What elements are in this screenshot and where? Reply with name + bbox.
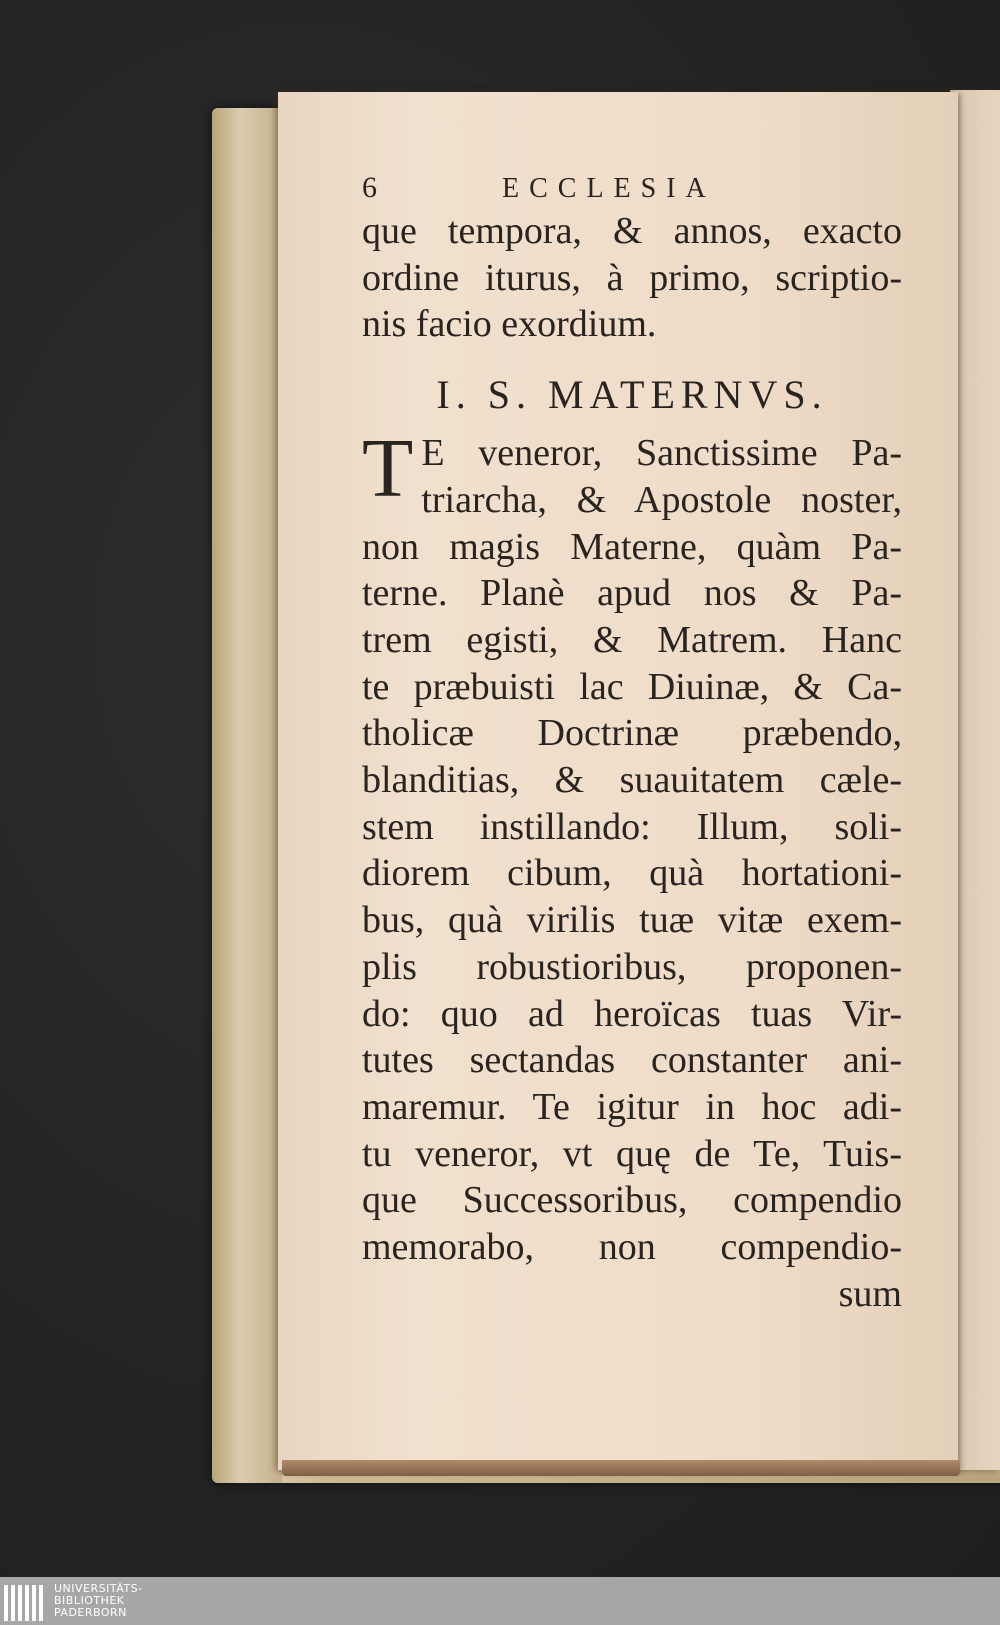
text-line: tu veneror, vt quę de Te, Tuis- (362, 1132, 902, 1175)
logo-line: PADERBORN (54, 1606, 127, 1619)
drop-cap: T (362, 422, 414, 516)
text-line: do: quo ad heroïcas tuas Vir- (362, 992, 902, 1035)
text-line: stem instillando: Illum, soli- (362, 805, 902, 848)
library-logo-text[interactable] (54, 1583, 143, 1619)
dropcap-paragraph (362, 422, 902, 523)
text-line: bus, quà virilis tuæ vitæ exem- (362, 899, 902, 942)
text-line: nis facio exordium. (362, 303, 657, 346)
text-line: diorem cibum, quà hortationi- (362, 852, 902, 895)
text-line: triarcha, & Apostole noster, (421, 478, 902, 521)
running-head: ECCLESIA (502, 173, 716, 204)
library-logo-icon[interactable] (4, 1581, 46, 1621)
text-line: plis robustioribus, proponen- (362, 945, 902, 988)
text-line: blanditias, & suauitatem cæle- (362, 759, 902, 802)
cover-edge (212, 108, 282, 1483)
text-line: que Successoribus, compendio (362, 1179, 902, 1222)
text-line: tutes sectandas constanter ani- (362, 1039, 902, 1082)
text-line: maremur. Te igitur in hoc adi- (362, 1085, 902, 1128)
footer-bar (0, 1577, 1000, 1625)
page-number: 6 (362, 171, 377, 204)
page-bottom-edge (282, 1460, 960, 1476)
catchword: sum (838, 1272, 902, 1315)
text-line: tholicæ Doctrinæ præbendo, (362, 712, 902, 755)
text-line: que tempora, & annos, exacto (362, 210, 902, 252)
text-line: E veneror, Sanctissime Pa- (421, 432, 902, 475)
text-line: ordine iturus, à primo, scriptio- (362, 256, 902, 299)
section-heading: I. S. MATERNVS. (436, 372, 828, 418)
text-line: trem egisti, & Matrem. Hanc (362, 618, 902, 661)
page-header (362, 168, 902, 208)
page-text (362, 168, 902, 1317)
text-line: terne. Planè apud nos & Pa- (362, 572, 902, 615)
text-line: te præbuisti lac Diuinæ, & Ca- (362, 665, 902, 708)
text-line: memorabo, non compendio- (362, 1226, 902, 1269)
body-lines (362, 524, 902, 1271)
logo-line: UNIVERSITÄTS- (54, 1582, 143, 1595)
text-line: non magis Materne, quàm Pa- (362, 525, 902, 568)
logo-line: BIBLIOTHEK (54, 1594, 125, 1607)
